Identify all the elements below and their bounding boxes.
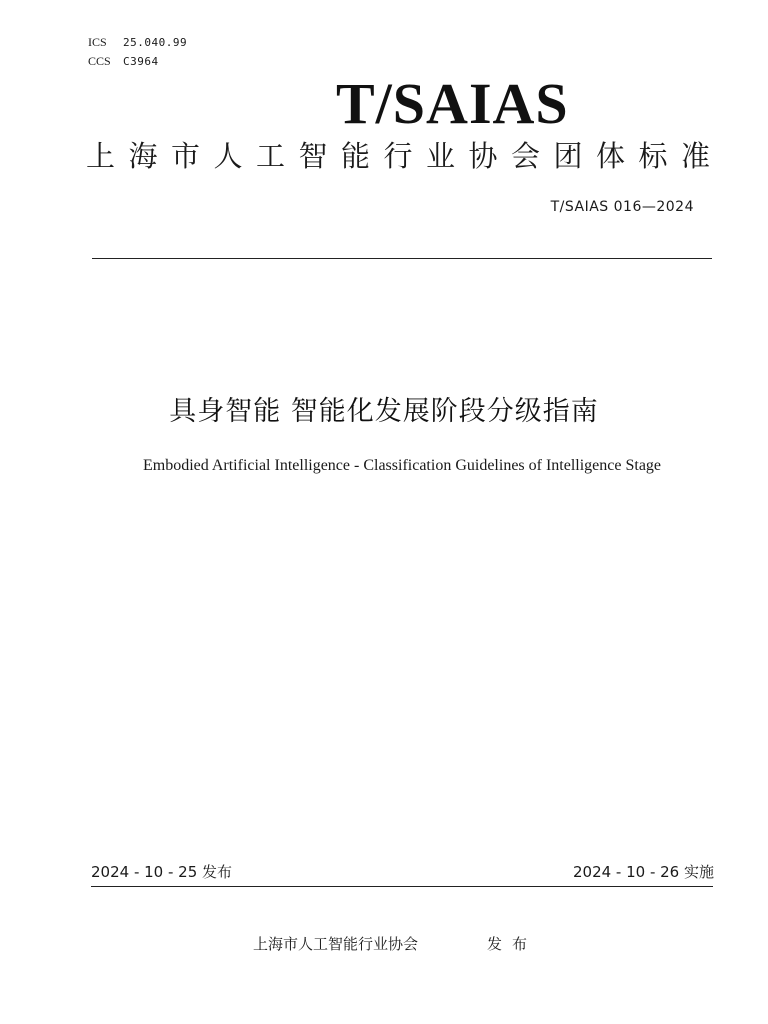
ics-value: 25.040.99 [123,36,188,49]
implement-date: 2024 - 10 - 26 实施 [572,863,714,881]
ccs-label: CCS [88,54,111,68]
ics-label: ICS [88,35,107,49]
org-code: T/SAIAS [336,71,569,136]
ccs-row [88,54,159,69]
footer-divider [91,886,713,887]
issuer-action: 发布 [487,935,538,953]
publish-date: 2024 - 10 - 25 发布 [91,863,233,881]
ccs-value: C3964 [123,55,159,68]
org-name: 上海市人工智能行业协会团体标准 [86,139,712,173]
issuer-name: 上海市人工智能行业协会 [253,935,419,953]
standard-number: T/SAIAS 016—2024 [550,199,694,215]
ics-row [88,35,187,50]
document-title-chinese: 具身智能 智能化发展阶段分级指南 [169,396,599,427]
document-title-english: Embodied Artificial Intelligence - Classification Guidelines of Intelligence Stage [142,457,662,474]
header-divider [92,258,712,259]
